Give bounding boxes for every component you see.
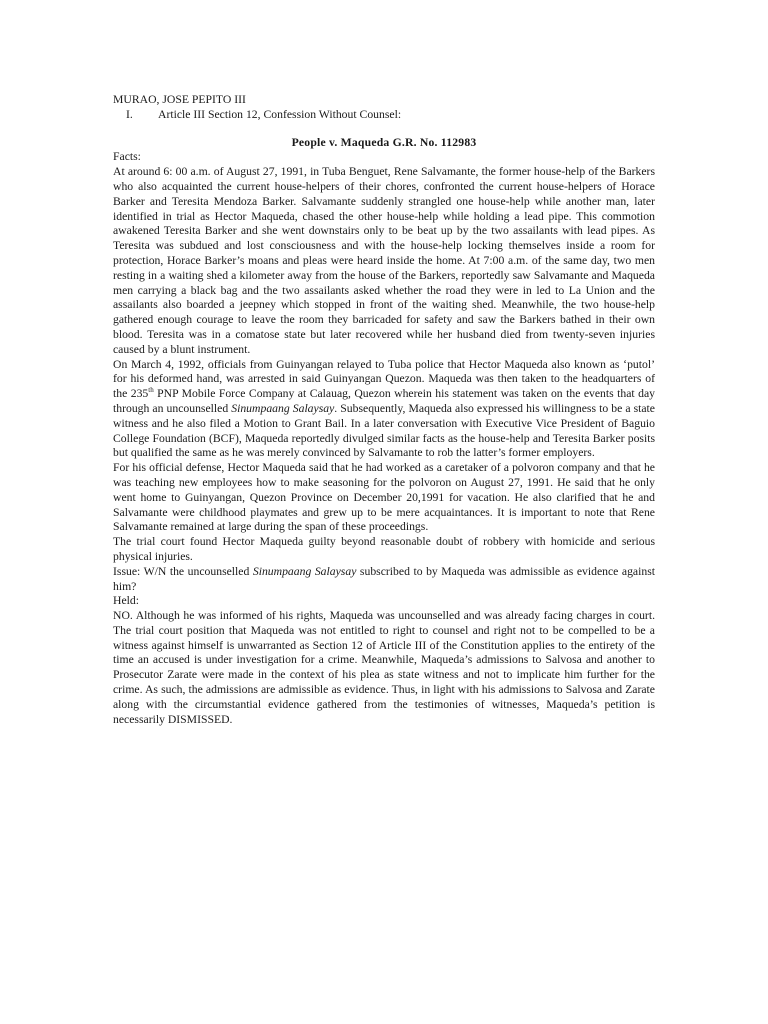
facts-paragraph-2 (113, 358, 655, 462)
issue-part-b: subscribed to by Maqueda was admissible as evidence against him? (113, 564, 655, 593)
facts-paragraph-2-part-c: . Subsequently, Maqueda also expressed his willingness to be a state witness and he also filed a Motion to Grant Bail. In a later conversation with Executive Vice President of Baguio College Foundation (BCF), Maqueda reportedly divulged similar facts as the house-help and Teresita Barker posits but qualified the same as he was merely convinced by Salvamante to rob the latter’s former employers. (113, 401, 655, 460)
facts-label: Facts: (113, 150, 141, 164)
document-page (113, 93, 655, 727)
section-heading (113, 108, 655, 123)
held-paragraph: NO. Although he was informed of his rights, Maqueda was uncounselled and was already facing charges in court. The trial court position that Maqueda was not entitled to right to counsel and right not to be compelled to be a witness against himself is unwarranted as Section 12 of Article III of the Constitution applies to the entirety of the time an accused is under investigation for a crime. Meanwhile, Maqueda’s admissions to Salvosa and another to Prosecutor Zarate were made in the context of his plea as state witness and not to implicate him further for the crime. As such, the admissions are admissible as evidence. Thus, in light with his admissions to Salvosa and Zarate along with the circumstantial evidence gathered from the testimonies of witnesses, Maqueda’s petition is necessarily DISMISSED. (113, 609, 655, 726)
ordinal-suffix: th (148, 386, 154, 395)
issue-part-a: Issue: W/N the uncounselled (113, 564, 253, 578)
sinumpaang-salaysay-term: Sinumpaang Salaysay (231, 401, 335, 415)
facts-paragraph-3: For his official defense, Hector Maqueda said that he had worked as a caretaker of a polvoron company and that he was teaching new employees how to make seasoning for the polvoron on August 27, 1991. He said that he only went home to Guinyangan, Quezon Province on December 20,1991 for vacation. He also clarified that he and Salvamante were childhood playmates and grew up to be mere acquaintances. It is important to note that Rene Salvamante remained at large during the span of these proceedings. (113, 461, 655, 534)
facts-paragraph-2-part-a: On March 4, 1992, officials from Guinyangan relayed to Tuba police that Hector Maqueda also known as ‘putol’ for his deformed hand, was arrested in said Guinyangan Quezon. Maqueda was then taken to the headquarters of the 235 (113, 357, 655, 401)
section-heading-text: Article III Section 12, Confession Without Counsel: (158, 107, 402, 121)
held-label: Held: (113, 594, 139, 608)
case-title: People v. Maqueda G.R. No. 112983 (291, 135, 477, 149)
facts-paragraph-1: At around 6: 00 a.m. of August 27, 1991, in Tuba Benguet, Rene Salvamante, the former house-help of the Barkers who also acquainted the current house-helpers of their chores, confronted the current house-helpers of Horace Barker and Teresita Mendoza Barker. Salvamante suddenly strangled one house-help while another man, later identified in trial as Hector Maqueda, chased the other house-help while holding a lead pipe. This commotion awakened Teresita Barker and she went downstairs only to be beat up by the two assailants with lead pipes. As Teresita was subdued and lost consciousness and with the house-help locking themselves inside a room for protection, Horace Barker’s moans and pleas were heard inside the home. At 7:00 a.m. of the same day, two men resting in a waiting shed a kilometer away from the house of the Barkers, reportedly saw Salvamante and Maqueda men carrying a black bag and the two assailants asked whether the road they were in led to La Union and the assailants also boarded a jeepney which stopped in front of the waiting shed. Meanwhile, the two house-help gathered enough courage to leave the room they barricaded for safety and saw the Barkers bathed in their own blood. Teresita was in a comatose state but later recovered while her husband died from twenty-seven injuries caused by a blunt instrument. (113, 165, 655, 356)
section-number: I. (126, 107, 133, 121)
facts-paragraph-4: The trial court found Hector Maqueda guilty beyond reasonable doubt of robbery with homicide and serious physical injuries. (113, 535, 655, 563)
author-name: MURAO, JOSE PEPITO III (113, 93, 246, 106)
issue-italic-term: Sinumpaang Salaysay (252, 564, 357, 578)
facts-paragraph-2-part-b: PNP Mobile Force Company at Calauag, Quezon wherein his statement was taken on the events that day through an uncounselled (113, 387, 655, 415)
issue-paragraph (113, 565, 655, 595)
